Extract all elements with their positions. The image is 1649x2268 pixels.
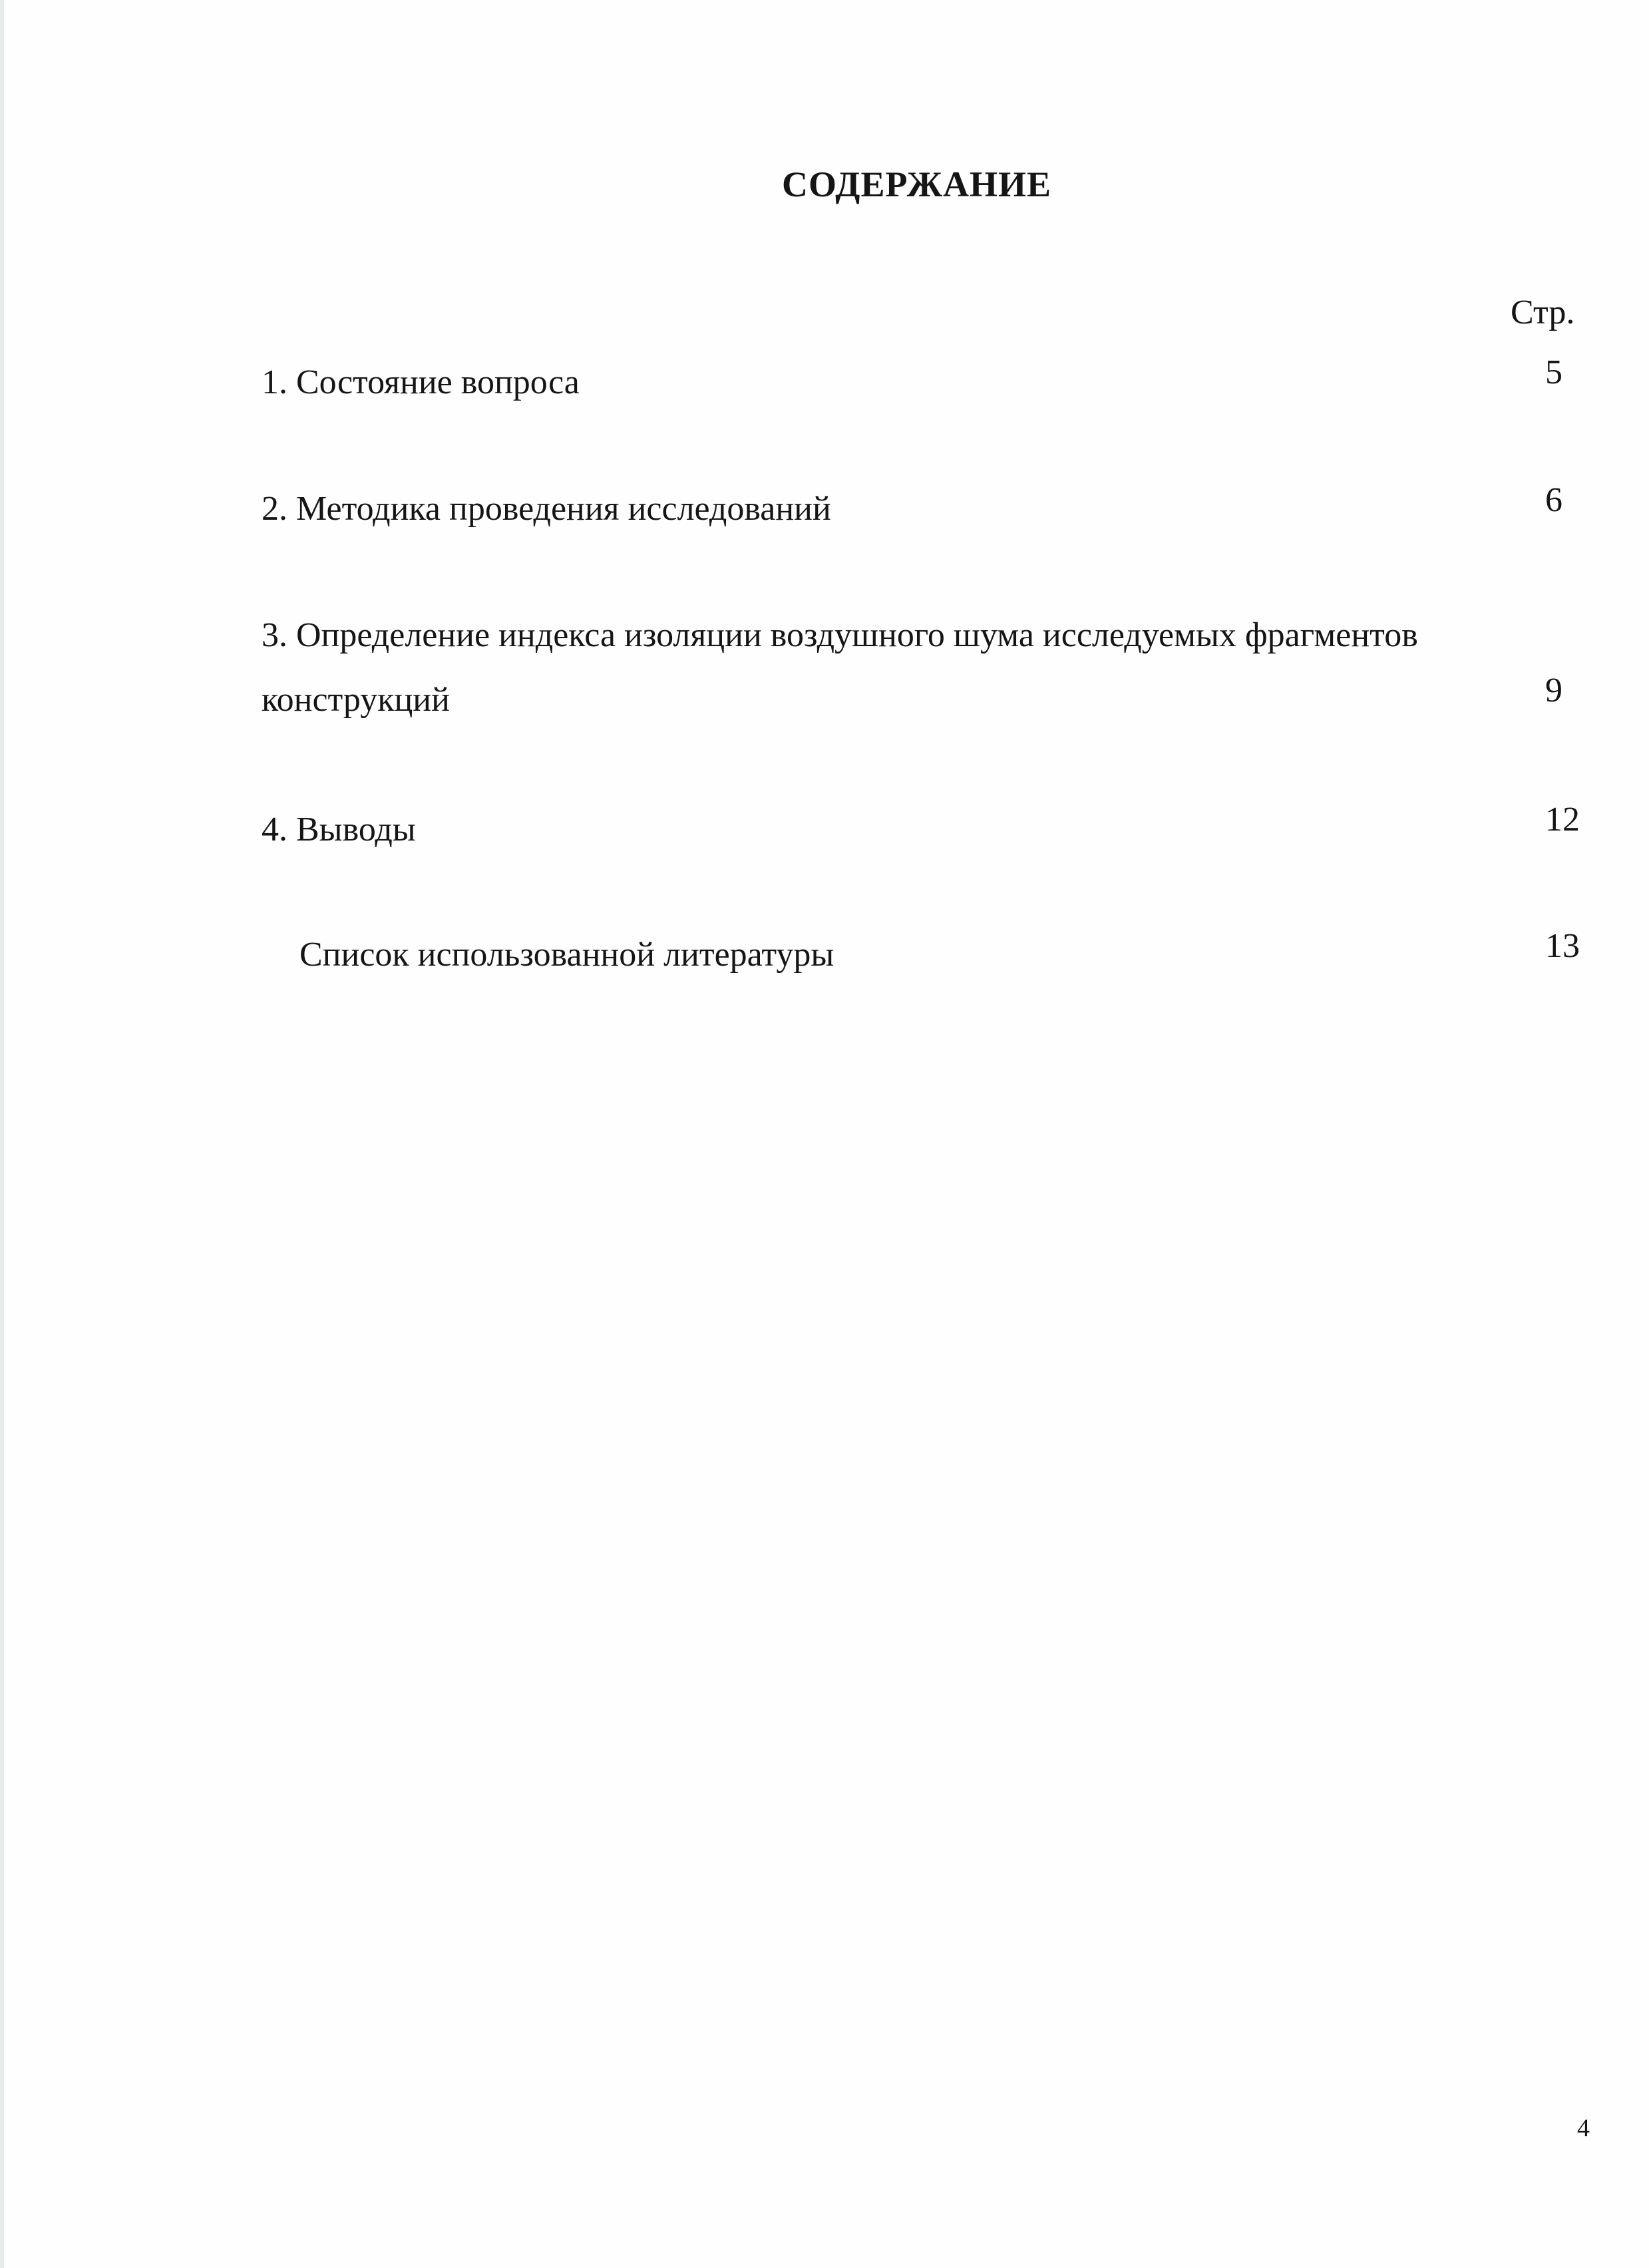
- toc-entry-label: Список использованной литературы: [299, 936, 834, 974]
- toc-entry-page: 13: [1545, 927, 1580, 965]
- toc-entry-label: 1. Состояние вопроса: [262, 363, 580, 401]
- toc-entry-label: 3. Определение индекса изоляции воздушного шума исследуемых фрагментов: [262, 616, 1418, 654]
- toc-entry-page: 12: [1545, 801, 1580, 839]
- toc-entry-page: 9: [1545, 671, 1562, 709]
- page-edge: [0, 0, 4, 2268]
- toc-entry-label: 4. Выводы: [262, 811, 416, 849]
- toc-entry-label: 2. Методика проведения исследований: [262, 490, 831, 528]
- toc-entry-page: 6: [1545, 481, 1562, 519]
- toc-entry-page: 5: [1545, 353, 1562, 391]
- toc-entry-label-continued: конструкций: [262, 681, 450, 719]
- pages-column-header: Стр.: [1511, 293, 1575, 331]
- page-number: 4: [1577, 2114, 1590, 2142]
- page-title: СОДЕРЖАНИЕ: [782, 164, 1051, 204]
